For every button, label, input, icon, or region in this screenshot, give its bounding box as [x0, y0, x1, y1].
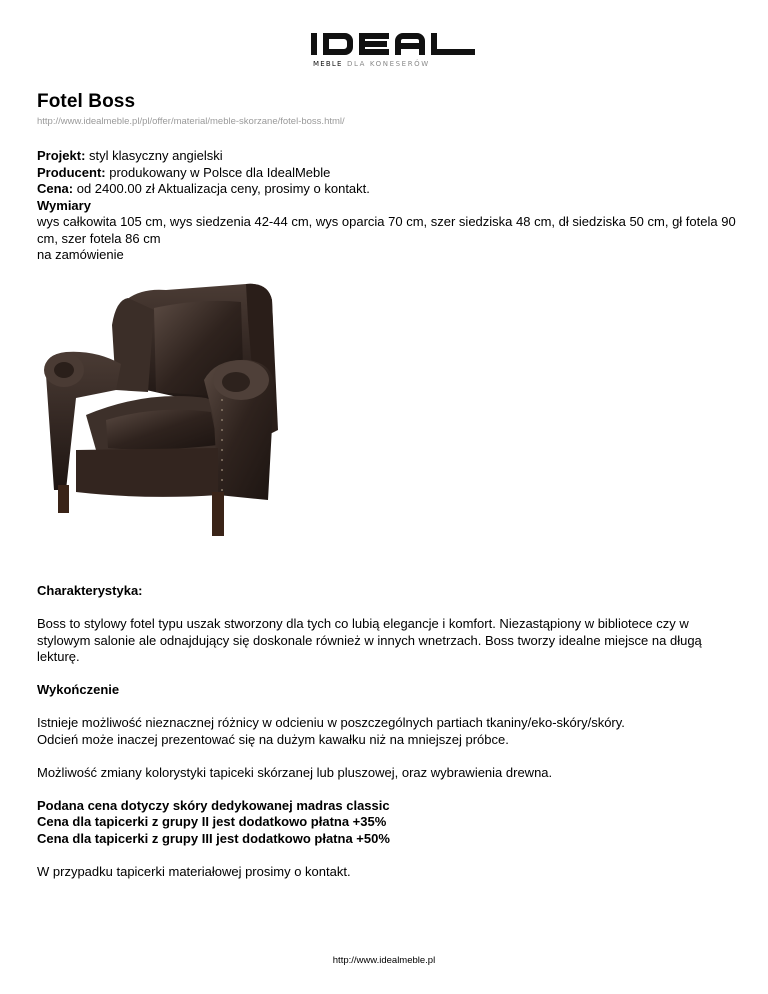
spec-dimensions-heading: Wymiary: [37, 197, 91, 213]
spec-producer-value: produkowany w Polsce dla IdealMeble: [105, 164, 331, 180]
spec-producer-label: Producent:: [37, 164, 106, 180]
characteristics-heading: Charakterystyka:: [37, 583, 143, 598]
ideal-logo-icon: [309, 30, 477, 70]
finish-text: Istnieje możliwość nieznacznej różnicy w odcieniu w poszczególnych partiach tkaniny/eko-skóry/skóry. Odcień może inaczej prezentować się na dużym kawałku niż na mniejszej próbce.: [37, 715, 625, 747]
spec-price-label: Cena:: [37, 181, 74, 196]
spec-dimensions-value: wys całkowita 105 cm, wys siedzenia 42-44 cm, wys oparcia 70 cm, szer siedziska 48 cm, dł siedziska 50 cm, gł fotela 90 cm, szer fotela 86 cm: [37, 214, 736, 246]
armchair-image: [36, 280, 288, 542]
spec-project-label: Projekt:: [37, 148, 86, 163]
logo-tagline-sub: DLA KONESERÓW: [347, 60, 430, 68]
spec-producer: [37, 165, 737, 182]
product-url[interactable]: http://www.idealmeble.pl/pl/offer/material/meble-skorzane/fotel-boss.html/: [37, 116, 345, 127]
price-notes: Podana cena dotyczy skóry dedykowanej madras classic Cena dla tapicerki z grupy II jest dodatkowo płatna +35% Cena dla tapicerki z grupy III jest dodatkowo płatna +50%: [37, 797, 390, 846]
product-photo: [36, 280, 288, 542]
footer-url[interactable]: http://www.idealmeble.pl: [332, 955, 436, 966]
color-change-note: Możliwość zmiany kolorystyki tapiceki skórzanej lub pluszowej, oraz wybrawienia drewna.: [37, 764, 553, 780]
spec-project: [37, 148, 737, 165]
spec-availability: na zamówienie: [37, 247, 124, 262]
product-title: Fotel Boss: [37, 91, 136, 112]
product-specs: [37, 148, 737, 264]
characteristics-text: Boss to stylowy fotel typu uszak stworzony dla tych co lubią elegancje i komfort. Niezastąpiony w bibliotece czy w stylowym salonie ale odnajdujący się doskonale również w innych wnetrzach. Boss tworzy idealne miejsce na długą lekturę.: [37, 616, 702, 664]
spec-price: [37, 181, 737, 198]
spec-project-value: styl klasyczny angielski: [85, 148, 223, 163]
finish-heading: Wykończenie: [37, 682, 120, 697]
brand-logo: [309, 30, 477, 70]
product-description: [37, 583, 737, 897]
spec-price-value: od 2400.00 zł Aktualizacja ceny, prosimy o kontakt.: [73, 181, 370, 196]
contact-note: W przypadku tapicerki materiałowej prosimy o kontakt.: [37, 863, 351, 879]
logo-tagline-main: MEBLE: [313, 60, 343, 68]
